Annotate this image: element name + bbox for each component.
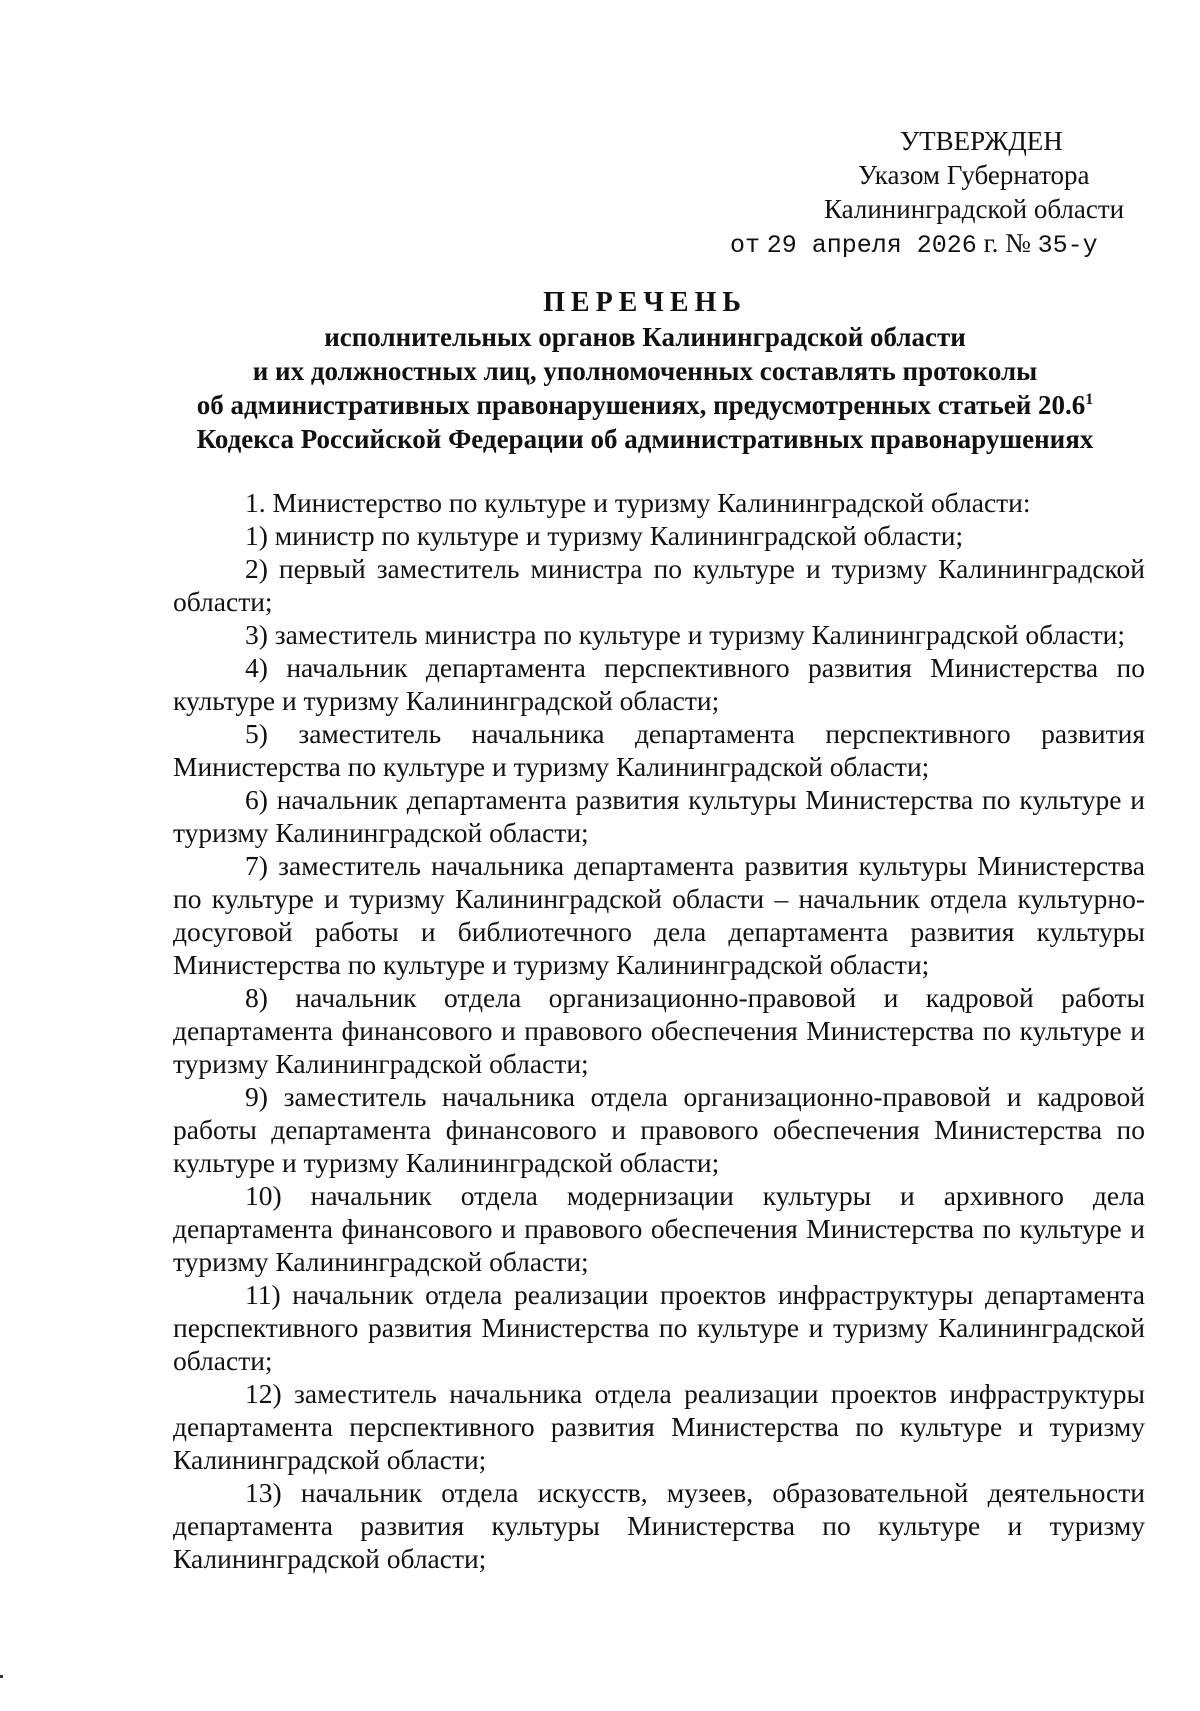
list-item: 6) начальник департамента развития культуры Министерства по культуре и туризму Калининградской области; bbox=[173, 784, 1145, 848]
heading-superscript: 1 bbox=[1085, 391, 1094, 408]
heading-line-3-text: об административных правонарушениях, предусмотренных статьей 20.6 bbox=[196, 390, 1086, 420]
scan-edge-mark bbox=[0, 1675, 3, 1678]
section-heading: 1. Министерство по культуре и туризму Калининградской области: bbox=[245, 487, 1031, 518]
approval-stamp-block bbox=[730, 124, 1150, 263]
list-item: 4) начальник департамента перспективного развития Министерства по культуре и туризму Калининградской области; bbox=[173, 652, 1145, 716]
list-item: 9) заместитель начальника отдела организационно-правовой и кадровой работы департамента финансового и правового обеспечения Министерства по культуре и туризму Калининградской области; bbox=[173, 1081, 1145, 1178]
document-heading bbox=[160, 286, 1130, 456]
list-item: 8) начальник отдела организационно-правовой и кадровой работы департамента финансового и правового обеспечения Министерства по культуре и туризму Калининградской области; bbox=[173, 982, 1145, 1079]
approval-date-prefix: от bbox=[730, 231, 761, 260]
list-item: 3) заместитель министра по культуре и туризму Калининградской области; bbox=[245, 619, 1125, 650]
approval-issuer: Указом Губернатора bbox=[858, 160, 1090, 190]
list-item: 10) начальник отдела модернизации культуры и архивного дела департамента финансового и правового обеспечения Министерства по культуре и туризму Калининградской области; bbox=[173, 1180, 1145, 1277]
heading-line-1: исполнительных органов Калининградской области bbox=[324, 322, 966, 352]
list-item: 2) первый заместитель министра по культуре и туризму Калининградской области; bbox=[173, 553, 1145, 617]
list-item: 11) начальник отдела реализации проектов инфраструктуры департамента перспективного развития Министерства по культуре и туризму Калининградской области; bbox=[173, 1279, 1145, 1376]
list-item: 13) начальник отдела искусств, музеев, образовательной деятельности департамента развития культуры Министерства по культуре и туризму Калининградской области; bbox=[173, 1477, 1145, 1574]
heading-line-4: Кодекса Российской Федерации об административных правонарушениях bbox=[196, 424, 1094, 454]
approval-date-line bbox=[730, 226, 1150, 263]
document-title: ПЕРЕЧЕНЬ bbox=[543, 287, 747, 318]
document-body bbox=[173, 486, 1145, 1575]
approval-date: 29 апреля 2026 bbox=[766, 231, 977, 260]
approval-region: Калининградской области bbox=[824, 194, 1125, 224]
list-item: 7) заместитель начальника департамента развития культуры Министерства по культуре и туризму Калининградской области – начальник отдела культурно-досуговой работы и библиотечного дела департамента развития культуры Министерства по культуре и туризму Калининградской области; bbox=[173, 850, 1145, 980]
approval-title: УТВЕРЖДЕН bbox=[900, 126, 1063, 156]
list-item: 1) министр по культуре и туризму Калининградской области; bbox=[245, 520, 964, 551]
approval-number: 35-у bbox=[1037, 231, 1098, 260]
approval-number-label: г. № bbox=[983, 228, 1031, 258]
heading-line-3 bbox=[160, 388, 1130, 422]
list-item: 12) заместитель начальника отдела реализации проектов инфраструктуры департамента перспективного развития Министерства по культуре и туризму Калининградской области; bbox=[173, 1378, 1145, 1475]
heading-line-2: и их должностных лиц, уполномоченных составлять протоколы bbox=[252, 356, 1038, 386]
list-item: 5) заместитель начальника департамента перспективного развития Министерства по культуре и туризму Калининградской области; bbox=[173, 718, 1145, 782]
